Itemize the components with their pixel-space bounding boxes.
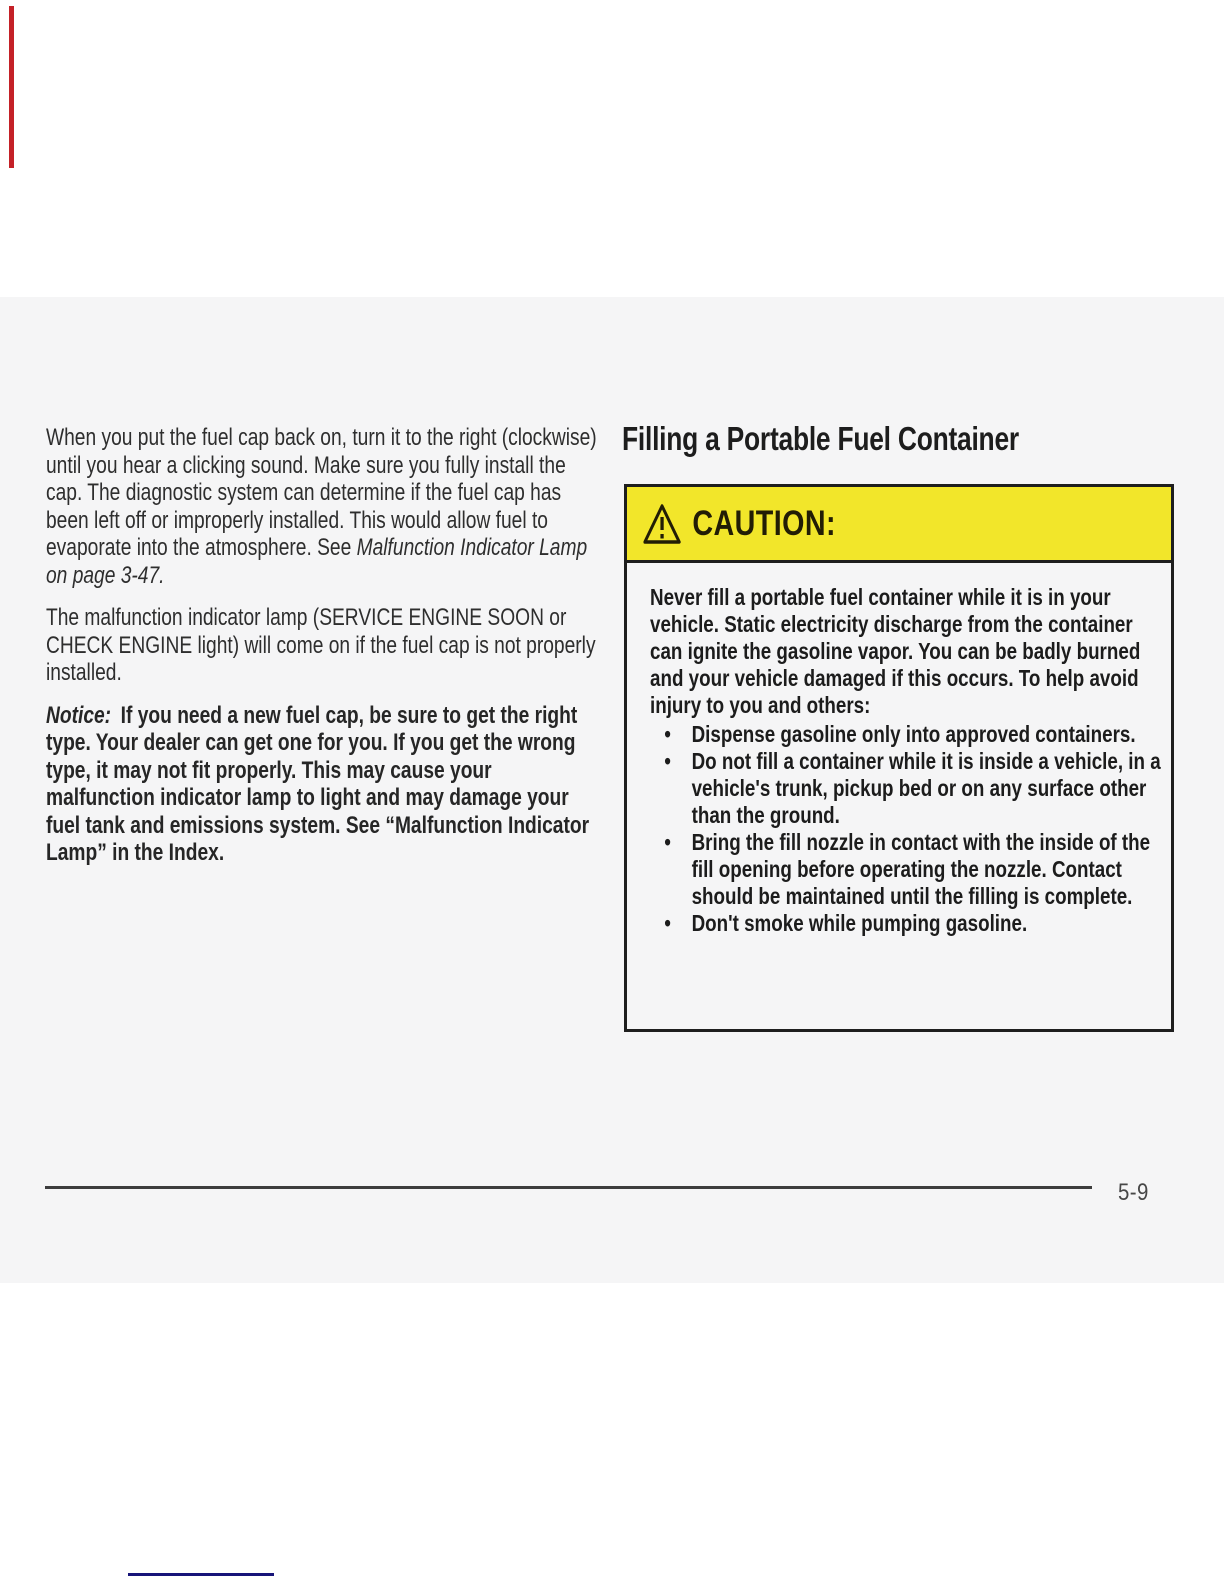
caution-box (624, 484, 1174, 1032)
notice-text: If you need a new fuel cap, be sure to get the right type. Your dealer can get one for you. If you get the wrong type, it may not fit properly. This may cause your malfunction indicator lamp to light and may damage your fuel tank and emissions system. See “Malfunction Indicator Lamp” in the Index. (46, 701, 590, 866)
cross-reference-italic: Malfunction Indicator Lamp on page 3-47. (46, 534, 588, 589)
caution-bullet-item (650, 910, 1162, 937)
bullet-text: Do not fill a container while it is inside a vehicle, in a vehicle's trunk, pickup bed or on any surface other than the ground. (691, 748, 1161, 828)
caution-intro: Never fill a portable fuel container while it is in your vehicle. Static electricity discharge from the container can ignite the gasoline vapor. You can be badly burned and your vehicle damaged if this occurs. To help avoid injury to you and others: (650, 584, 1141, 718)
bullet-icon: • (664, 829, 671, 855)
notice-label: Notice: (46, 701, 112, 729)
caution-bullet-list (650, 721, 1162, 937)
caution-header-content (635, 503, 836, 545)
footer-divider-line (45, 1186, 1092, 1189)
bullet-text: Dispense gasoline only into approved containers. (691, 721, 1136, 747)
section-heading: Filling a Portable Fuel Container (622, 420, 1019, 457)
caution-text (650, 584, 1162, 937)
paragraph-fuel-cap-text: When you put the fuel cap back on, turn it to the right (clockwise) until you hear a clicking sound. Make sure you fully install the cap. The diagnostic system can determine if the fuel cap has been left off or improperly installed. This would allow fuel to evaporate into the atmosphere. See (46, 424, 597, 561)
page-edge-red-mark (9, 6, 14, 168)
caution-body (627, 563, 1171, 937)
left-text-column (46, 424, 598, 882)
paragraph-fuel-cap (46, 424, 598, 589)
bullet-icon: • (664, 748, 671, 774)
footer-link-underline (128, 1573, 274, 1576)
bullet-text: Bring the fill nozzle in contact with the inside of the fill opening before operating the nozzle. Contact should be maintained until the filling is complete. (691, 829, 1151, 909)
caution-bullet-item (650, 829, 1162, 910)
page-number: 5-9 (1118, 1179, 1149, 1206)
warning-triangle-icon (643, 503, 681, 545)
bullet-icon: • (664, 721, 671, 747)
bullet-icon: • (664, 910, 671, 936)
caution-bullet-item (650, 748, 1162, 829)
caution-title: CAUTION: (692, 503, 836, 543)
caution-bullet-item (650, 721, 1162, 748)
bullet-text: Don't smoke while pumping gasoline. (691, 910, 1028, 936)
paragraph-malfunction-lamp: The malfunction indicator lamp (SERVICE ENGINE SOON or CHECK ENGINE light) will come on if the fuel cap is not properly installed. (46, 604, 596, 686)
notice-paragraph (46, 702, 598, 867)
caution-header (627, 487, 1171, 563)
